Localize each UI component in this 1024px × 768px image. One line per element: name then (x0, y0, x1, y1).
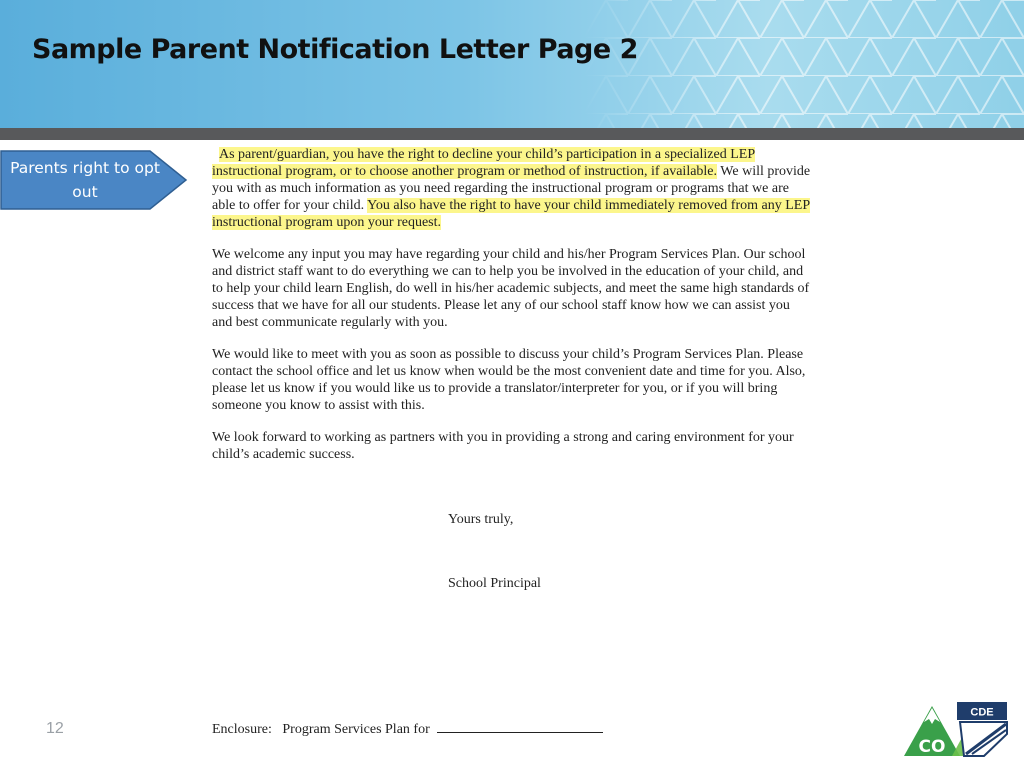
letter-closing: Yours truly, (448, 512, 514, 527)
logo-main-text: CO (918, 737, 946, 757)
enclosure-label: Enclosure: (212, 722, 272, 737)
paragraph-text: We will provide you with as much information as you need regarding the instructional program or programs that we are able to offer for your child. (212, 164, 811, 213)
enclosure-line (212, 722, 603, 738)
highlighted-text: You also have the right to have your child immediately removed from any LEP instructional program upon your request. (212, 198, 811, 230)
paragraph-input: We welcome any input you may have regarding your child and his/her Program Services Plan. Our school and district staff want to do everything we can to help you be involved in the education of your child, and to help your child learn English, do well in his/her academic subjects, and meet the same high standards of success that we have for all our students. Please let any of our school staff know how we can assist you and best communicate regularly with you. (212, 247, 810, 330)
header-banner (0, 0, 1024, 128)
logo-top-text: CDE (970, 706, 994, 719)
divider-band (0, 128, 1024, 140)
letter-body (212, 146, 812, 478)
page-number: 12 (46, 720, 64, 737)
highlighted-text: As parent/guardian, you have the right to decline your child’s participation in a specialized LEP instructional program, or to choose another program or method of instruction, if available. (212, 147, 756, 179)
paragraph-meeting: We would like to meet with you as soon as possible to discuss your child’s Program Services Plan. Please contact the school office and let us know when would be the most convenient date and time for you. Also, please let us know if you would like us to provide a translator/interpreter for you, or if you will bring someone you know to assist with this. (212, 347, 806, 413)
cde-logo (902, 700, 1010, 758)
page-title: Sample Parent Notification Letter Page 2 (32, 34, 638, 65)
paragraph-opt-out (212, 146, 812, 231)
triangle-pattern (584, 0, 1024, 128)
callout-arrow (0, 150, 188, 210)
letter-signature: School Principal (448, 576, 541, 591)
blank-line (437, 732, 603, 733)
callout-label: Parents right to opt out (10, 159, 160, 201)
paragraph-partners: We look forward to working as partners with you in providing a strong and caring environment for your child’s academic success. (212, 430, 794, 462)
enclosure-text: Program Services Plan for (282, 722, 430, 737)
